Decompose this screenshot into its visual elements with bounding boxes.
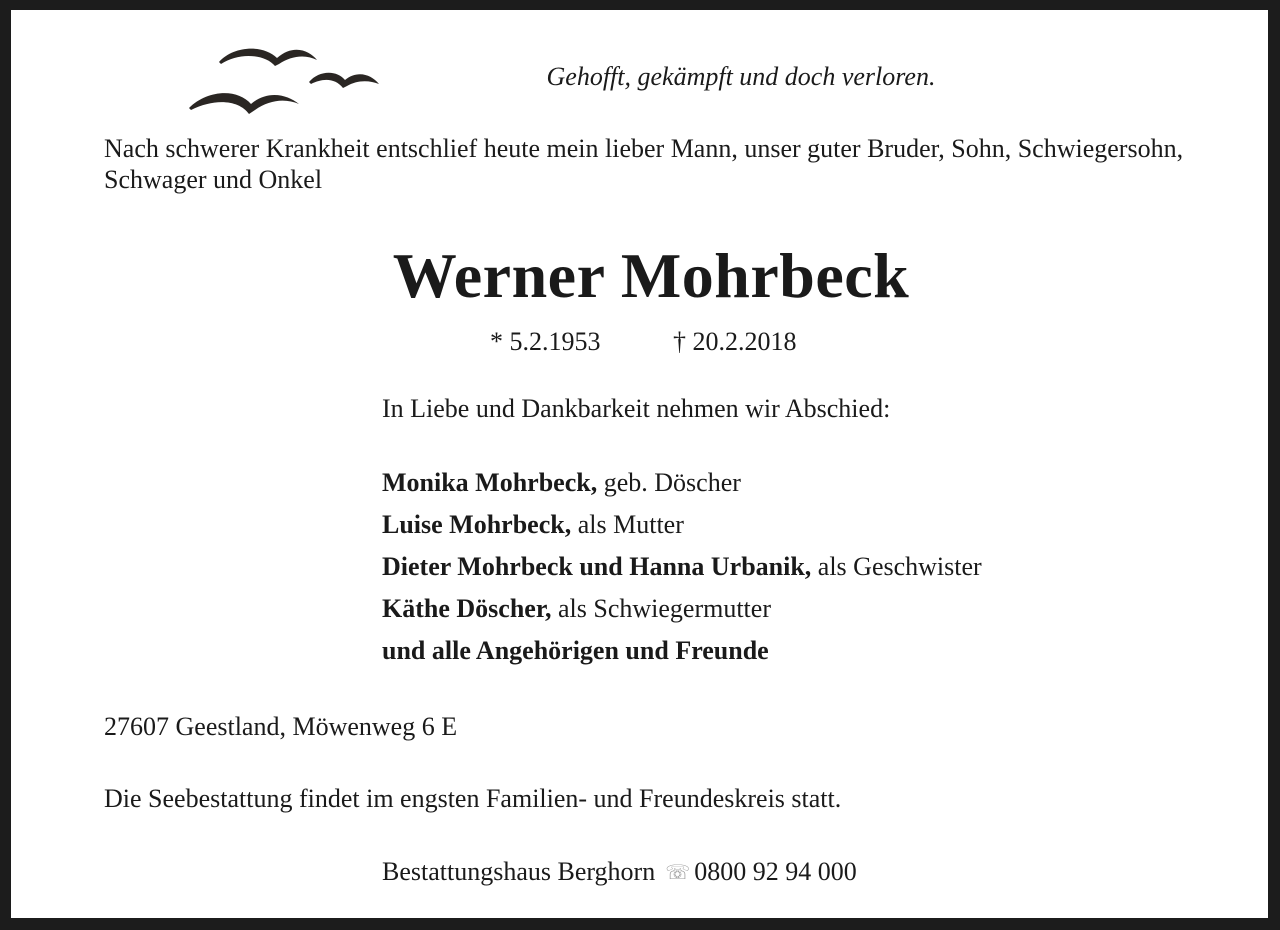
mourner-relation: als Schwiegermutter [551,594,771,623]
birth-date: * 5.2.1953 [490,327,601,356]
mourner-relation: geb. Döscher [597,468,741,497]
farewell-text: In Liebe und Dankbarkeit nehmen wir Abschied: [382,394,891,423]
mourner-item [382,592,982,634]
mourner-item [382,466,982,508]
death-date: † 20.2.2018 [673,327,797,356]
mourner-relation: als Geschwister [811,552,982,581]
burial-note: Die Seebestattung findet im engsten Familien- und Freundeskreis statt. [104,784,842,813]
mourner-name: und alle Angehörigen und Freunde [382,636,769,665]
intro-text: Nach schwerer Krankheit entschlief heute mein lieber Mann, unser guter Bruder, Sohn, Schwiegersohn, Schwager und Onkel [104,134,1184,194]
mourner-relation: als Mutter [571,510,684,539]
mourner-name: Dieter Mohrbeck und Hanna Urbanik, [382,552,812,581]
mourner-name: Luise Mohrbeck, [382,510,572,539]
undertaker-name: Bestattungshaus Berghorn [382,857,656,886]
mourner-name: Monika Mohrbeck, [382,468,598,497]
telephone-icon: ☏ [665,860,691,884]
deceased-name: Werner Mohrbeck [392,240,910,311]
mourner-item [382,634,982,676]
address: 27607 Geestland, Möwenweg 6 E [104,712,458,741]
mourner-name: Käthe Döscher, [382,594,552,623]
mourner-item [382,550,982,592]
motto: Gehofft, gekämpft und doch verloren. [546,62,936,91]
bird-bottom-icon [189,93,299,114]
undertaker-line [382,857,857,887]
mourner-item [382,508,982,550]
bird-top-icon [219,49,317,66]
undertaker-phone: 0800 92 94 000 [694,857,857,886]
mourners-list [382,466,982,676]
